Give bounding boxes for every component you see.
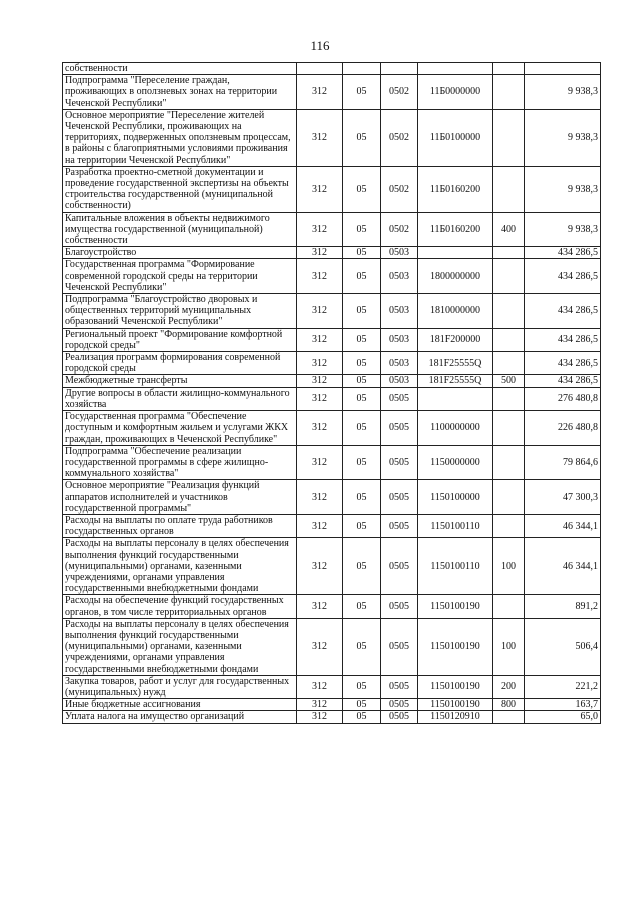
target-article-cell: 1100000000 — [418, 411, 493, 446]
section-code-cell: 05 — [343, 595, 381, 618]
expense-type-cell: 500 — [493, 375, 525, 387]
subsection-code-cell: 0505 — [381, 480, 418, 515]
expense-name-cell: Региональный проект "Формирование комфортной городской среды" — [63, 328, 297, 351]
subsection-code-cell: 0503 — [381, 352, 418, 375]
budget-table — [62, 62, 601, 724]
section-code-cell: 05 — [343, 538, 381, 595]
table-row — [63, 480, 601, 515]
amount-cell: 434 286,5 — [525, 294, 601, 329]
amount-cell: 434 286,5 — [525, 375, 601, 387]
target-article-cell — [418, 387, 493, 410]
expense-type-cell — [493, 75, 525, 110]
table-row — [63, 259, 601, 294]
table-row — [63, 711, 601, 723]
table-row — [63, 352, 601, 375]
target-article-cell: 1150000000 — [418, 445, 493, 480]
expense-type-cell — [493, 514, 525, 537]
table-row — [63, 63, 601, 75]
table-row — [63, 675, 601, 698]
section-code-cell: 05 — [343, 675, 381, 698]
table-row — [63, 328, 601, 351]
target-article-cell: 1150100190 — [418, 595, 493, 618]
expense-type-cell — [493, 328, 525, 351]
expense-name-cell: Реализация программ формирования современной городской среды — [63, 352, 297, 375]
section-code-cell: 05 — [343, 445, 381, 480]
target-article-cell — [418, 247, 493, 259]
subsection-code-cell: 0503 — [381, 328, 418, 351]
target-article-cell: 11Б0160200 — [418, 212, 493, 247]
subsection-code-cell: 0505 — [381, 618, 418, 675]
subsection-code-cell: 0502 — [381, 109, 418, 166]
target-article-cell: 1800000000 — [418, 259, 493, 294]
amount-cell: 46 344,1 — [525, 514, 601, 537]
table-row — [63, 514, 601, 537]
subsection-code-cell: 0502 — [381, 75, 418, 110]
admin-code-cell: 312 — [297, 294, 343, 329]
target-article-cell: 1150100190 — [418, 699, 493, 711]
target-article-cell — [418, 63, 493, 75]
table-row — [63, 411, 601, 446]
expense-name-cell: Подпрограмма "Обеспечение реализации государственной программы в сфере жилищно-коммунального хозяйства" — [63, 445, 297, 480]
expense-type-cell — [493, 711, 525, 723]
section-code-cell: 05 — [343, 294, 381, 329]
target-article-cell: 11Б0000000 — [418, 75, 493, 110]
amount-cell: 506,4 — [525, 618, 601, 675]
section-code-cell — [343, 63, 381, 75]
expense-name-cell: Иные бюджетные ассигнования — [63, 699, 297, 711]
expense-name-cell: Расходы на выплаты по оплате труда работников государственных органов — [63, 514, 297, 537]
amount-cell: 163,7 — [525, 699, 601, 711]
section-code-cell: 05 — [343, 618, 381, 675]
target-article-cell: 1150120910 — [418, 711, 493, 723]
admin-code-cell: 312 — [297, 109, 343, 166]
expense-type-cell: 100 — [493, 618, 525, 675]
expense-name-cell: Уплата налога на имущество организаций — [63, 711, 297, 723]
expense-name-cell: Расходы на обеспечение функций государственных органов, в том числе территориальных органов — [63, 595, 297, 618]
table-row — [63, 387, 601, 410]
amount-cell: 9 938,3 — [525, 166, 601, 212]
subsection-code-cell: 0503 — [381, 247, 418, 259]
admin-code-cell: 312 — [297, 538, 343, 595]
admin-code-cell: 312 — [297, 711, 343, 723]
amount-cell: 47 300,3 — [525, 480, 601, 515]
admin-code-cell: 312 — [297, 352, 343, 375]
amount-cell: 9 938,3 — [525, 109, 601, 166]
subsection-code-cell: 0503 — [381, 259, 418, 294]
target-article-cell: 1150100190 — [418, 618, 493, 675]
admin-code-cell: 312 — [297, 514, 343, 537]
subsection-code-cell: 0503 — [381, 294, 418, 329]
expense-name-cell: Разработка проектно-сметной документации и проведение государственной экспертизы на объекты строительства государственной (муниципальной собственности) — [63, 166, 297, 212]
expense-name-cell: Подпрограмма "Благоустройство дворовых и общественных территорий муниципальных образований Чеченской Республики" — [63, 294, 297, 329]
admin-code-cell: 312 — [297, 247, 343, 259]
table-row — [63, 294, 601, 329]
subsection-code-cell: 0505 — [381, 514, 418, 537]
expense-name-cell: Расходы на выплаты персоналу в целях обеспечения выполнения функций государственными (муниципальными) органами, казенными учреждениями, органами управления государственными внебюджетными фондами — [63, 618, 297, 675]
subsection-code-cell: 0505 — [381, 675, 418, 698]
amount-cell: 891,2 — [525, 595, 601, 618]
subsection-code-cell: 0505 — [381, 595, 418, 618]
admin-code-cell — [297, 63, 343, 75]
expense-type-cell — [493, 166, 525, 212]
expense-name-cell: Расходы на выплаты персоналу в целях обеспечения выполнения функций государственными (муниципальными) органами, казенными учреждениями, органами управления государственными внебюджетными фондами — [63, 538, 297, 595]
section-code-cell: 05 — [343, 352, 381, 375]
subsection-code-cell: 0503 — [381, 375, 418, 387]
section-code-cell: 05 — [343, 109, 381, 166]
target-article-cell: 11Б0100000 — [418, 109, 493, 166]
amount-cell: 434 286,5 — [525, 259, 601, 294]
expense-type-cell — [493, 259, 525, 294]
subsection-code-cell — [381, 63, 418, 75]
expense-name-cell: Межбюджетные трансферты — [63, 375, 297, 387]
section-code-cell: 05 — [343, 699, 381, 711]
subsection-code-cell: 0502 — [381, 166, 418, 212]
target-article-cell: 1810000000 — [418, 294, 493, 329]
subsection-code-cell: 0505 — [381, 387, 418, 410]
expense-type-cell — [493, 352, 525, 375]
expense-name-cell: Основное мероприятие "Переселение жителей Чеченской Республики, проживающих на территориях, подверженных оползневым процессам, в районы с благоприятными условиями проживания на территории Чеченской Республики" — [63, 109, 297, 166]
amount-cell: 434 286,5 — [525, 352, 601, 375]
expense-type-cell: 800 — [493, 699, 525, 711]
expense-type-cell — [493, 63, 525, 75]
target-article-cell: 181F25555Q — [418, 375, 493, 387]
amount-cell — [525, 63, 601, 75]
table-row — [63, 595, 601, 618]
subsection-code-cell: 0505 — [381, 445, 418, 480]
admin-code-cell: 312 — [297, 375, 343, 387]
subsection-code-cell: 0505 — [381, 538, 418, 595]
target-article-cell: 181F25555Q — [418, 352, 493, 375]
admin-code-cell: 312 — [297, 212, 343, 247]
amount-cell: 276 480,8 — [525, 387, 601, 410]
expense-name-cell: Государственная программа "Формирование современной городской среды на территории Чеченской Республики" — [63, 259, 297, 294]
table-row — [63, 699, 601, 711]
amount-cell: 434 286,5 — [525, 328, 601, 351]
expense-name-cell: Капитальные вложения в объекты недвижимого имущества государственной (муниципальной) собственности — [63, 212, 297, 247]
target-article-cell: 1150100110 — [418, 514, 493, 537]
amount-cell: 9 938,3 — [525, 212, 601, 247]
target-article-cell: 1150100000 — [418, 480, 493, 515]
subsection-code-cell: 0505 — [381, 411, 418, 446]
target-article-cell: 181F200000 — [418, 328, 493, 351]
table-row — [63, 212, 601, 247]
expense-type-cell: 400 — [493, 212, 525, 247]
amount-cell: 226 480,8 — [525, 411, 601, 446]
section-code-cell: 05 — [343, 411, 381, 446]
section-code-cell: 05 — [343, 247, 381, 259]
expense-name-cell: Другие вопросы в области жилищно-коммунального хозяйства — [63, 387, 297, 410]
admin-code-cell: 312 — [297, 75, 343, 110]
table-row — [63, 618, 601, 675]
page-number: 116 — [310, 38, 330, 53]
admin-code-cell: 312 — [297, 618, 343, 675]
expense-type-cell — [493, 387, 525, 410]
table-row — [63, 75, 601, 110]
admin-code-cell: 312 — [297, 480, 343, 515]
expense-type-cell: 100 — [493, 538, 525, 595]
expense-type-cell: 200 — [493, 675, 525, 698]
target-article-cell: 11Б0160200 — [418, 166, 493, 212]
table-row — [63, 109, 601, 166]
amount-cell: 221,2 — [525, 675, 601, 698]
expense-name-cell: Государственная программа "Обеспечение доступным и комфортным жильем и услугами ЖКХ граждан, проживающих в Чеченской Республике" — [63, 411, 297, 446]
expense-name-cell: собственности — [63, 63, 297, 75]
section-code-cell: 05 — [343, 480, 381, 515]
table-row — [63, 166, 601, 212]
section-code-cell: 05 — [343, 166, 381, 212]
expense-type-cell — [493, 480, 525, 515]
amount-cell: 434 286,5 — [525, 247, 601, 259]
section-code-cell: 05 — [343, 259, 381, 294]
table-row — [63, 538, 601, 595]
admin-code-cell: 312 — [297, 445, 343, 480]
target-article-cell: 1150100190 — [418, 675, 493, 698]
section-code-cell: 05 — [343, 212, 381, 247]
table-row — [63, 375, 601, 387]
amount-cell: 46 344,1 — [525, 538, 601, 595]
expense-type-cell — [493, 294, 525, 329]
admin-code-cell: 312 — [297, 328, 343, 351]
subsection-code-cell: 0505 — [381, 699, 418, 711]
section-code-cell: 05 — [343, 514, 381, 537]
table-row — [63, 445, 601, 480]
expense-type-cell — [493, 595, 525, 618]
target-article-cell: 1150100110 — [418, 538, 493, 595]
admin-code-cell: 312 — [297, 411, 343, 446]
amount-cell: 79 864,6 — [525, 445, 601, 480]
section-code-cell: 05 — [343, 375, 381, 387]
expense-name-cell: Основное мероприятие "Реализация функций аппаратов исполнителей и участников государственной программы" — [63, 480, 297, 515]
admin-code-cell: 312 — [297, 699, 343, 711]
subsection-code-cell: 0502 — [381, 212, 418, 247]
table-row — [63, 247, 601, 259]
subsection-code-cell: 0505 — [381, 711, 418, 723]
amount-cell: 65,0 — [525, 711, 601, 723]
section-code-cell: 05 — [343, 387, 381, 410]
section-code-cell: 05 — [343, 328, 381, 351]
expense-type-cell — [493, 411, 525, 446]
admin-code-cell: 312 — [297, 166, 343, 212]
admin-code-cell: 312 — [297, 259, 343, 294]
admin-code-cell: 312 — [297, 675, 343, 698]
expense-type-cell — [493, 109, 525, 166]
expense-name-cell: Закупка товаров, работ и услуг для государственных (муниципальных) нужд — [63, 675, 297, 698]
expense-name-cell: Благоустройство — [63, 247, 297, 259]
expense-name-cell: Подпрограмма "Переселение граждан, проживающих в оползневых зонах на территории Чеченской Республики" — [63, 75, 297, 110]
expense-type-cell — [493, 247, 525, 259]
expense-type-cell — [493, 445, 525, 480]
section-code-cell: 05 — [343, 711, 381, 723]
admin-code-cell: 312 — [297, 595, 343, 618]
amount-cell: 9 938,3 — [525, 75, 601, 110]
section-code-cell: 05 — [343, 75, 381, 110]
admin-code-cell: 312 — [297, 387, 343, 410]
